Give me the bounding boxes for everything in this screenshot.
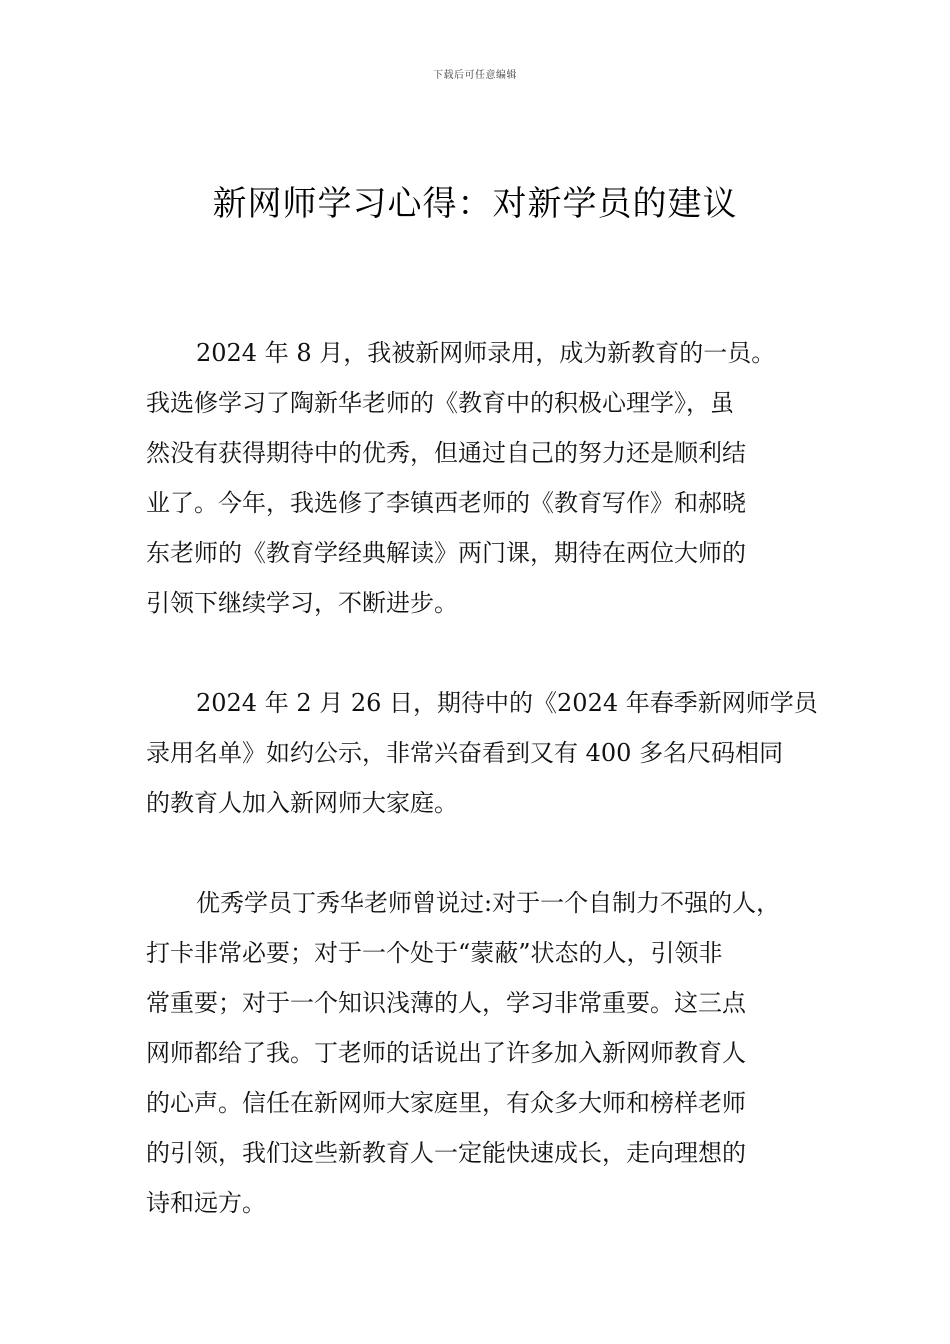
text-line: 诗和远方。 (146, 1189, 266, 1217)
header-note: 下载后可任意编辑 (433, 70, 517, 81)
text-line: 常重要；对于一个知识浅薄的人，学习非常重要。这三点 (146, 989, 746, 1017)
paragraph-3 (146, 878, 826, 1228)
text-line: 2024 年 8 月，我被新网师录用，成为新教育的一员。 (196, 339, 776, 367)
text-line: 网师都给了我。丁老师的话说出了许多加入新网师教育人 (146, 1039, 746, 1067)
text-line: 引领下继续学习，不断进步。 (146, 589, 458, 617)
text-line: 的引领，我们这些新教育人一定能快速成长，走向理想的 (146, 1139, 746, 1167)
text-line: 东老师的《教育学经典解读》两门课，期待在两位大师的 (146, 539, 746, 567)
text-line: 优秀学员丁秀华老师曾说过:对于一个自制力不强的人， (196, 889, 781, 917)
text-line: 业了。今年，我选修了李镇西老师的《教育写作》和郝晓 (146, 489, 746, 517)
document-title: 新网师学习心得：对新学员的建议 (212, 184, 738, 224)
text-line: 2024 年 2 月 26 日，期待中的《2024 年春季新网师学员 (196, 689, 818, 717)
document-body (146, 328, 826, 1278)
text-line: 打卡非常必要；对于一个处于“蒙蔽”状态的人，引领非 (146, 939, 723, 967)
paragraph-1 (146, 328, 826, 628)
paragraph-2 (146, 678, 826, 828)
text-line: 我选修学习了陶新华老师的《教育中的积极心理学》，虽 (146, 389, 734, 417)
text-line: 录用名单》如约公示，非常兴奋看到又有 400 多名尺码相同 (146, 739, 784, 767)
text-line: 的教育人加入新网师大家庭。 (146, 789, 458, 817)
text-line: 的心声。信任在新网师大家庭里，有众多大师和榜样老师 (146, 1089, 746, 1117)
text-line: 然没有获得期待中的优秀，但通过自己的努力还是顺利结 (146, 439, 746, 467)
